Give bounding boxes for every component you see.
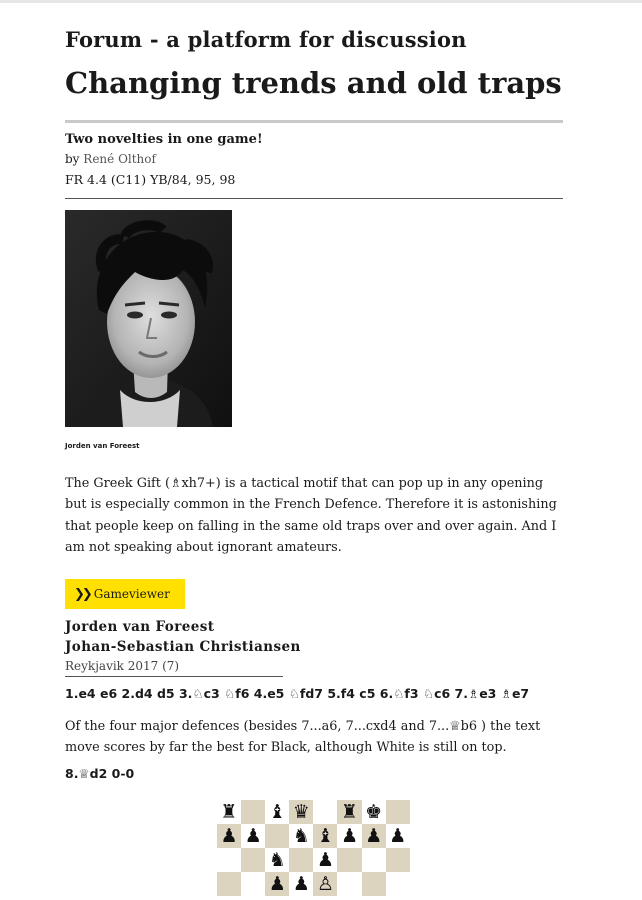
board-piece-square: ♝	[265, 800, 289, 824]
board-square	[313, 800, 337, 824]
board-piece-square: ♞	[265, 848, 289, 872]
move-line-2[interactable]: 8.♕d2 0-0	[65, 766, 135, 781]
board-piece-square: ♙	[313, 872, 337, 896]
double-chevron-right-icon: ❯❯	[74, 586, 90, 602]
board-square	[386, 872, 410, 896]
board-piece-square: ♟	[265, 872, 289, 896]
article-headline: Changing trends and old traps	[65, 66, 562, 100]
event-info: Reykjavik 2017 (7)	[65, 659, 180, 673]
byline	[65, 152, 156, 166]
article-subtitle: Two novelties in one game!	[65, 132, 263, 147]
gameviewer-label: Gameviewer	[93, 587, 170, 601]
board-piece-square: ♟	[337, 824, 361, 848]
board-piece-square: ♝	[313, 824, 337, 848]
board-piece-square: ♜	[337, 800, 361, 824]
board-piece-square: ♟	[217, 824, 241, 848]
annotation-comment: Of the four major defences (besides 7...a6, 7...cxd4 and 7...♕b6 ) the text move scores by far the best for Black, although White is still on top.	[65, 719, 541, 756]
board-square	[289, 848, 313, 872]
board-square	[362, 848, 386, 872]
author-link[interactable]: René Olthof	[83, 152, 156, 166]
board-square	[386, 800, 410, 824]
photo-caption: Jorden van Foreest	[65, 442, 140, 450]
headline-divider	[65, 120, 563, 123]
byline-prefix: by	[65, 152, 84, 166]
gameviewer-button[interactable]	[65, 579, 185, 609]
board-square	[217, 872, 241, 896]
black-player-name: Johan-Sebastian Christiansen	[65, 639, 301, 655]
board-piece-square: ♟	[241, 824, 265, 848]
board-square	[337, 848, 361, 872]
board-square	[362, 872, 386, 896]
board-piece-square: ♟	[362, 824, 386, 848]
board-piece-square: ♟	[289, 872, 313, 896]
board-square	[241, 848, 265, 872]
author-photo	[65, 210, 232, 427]
board-square	[337, 872, 361, 896]
board-square	[241, 800, 265, 824]
board-piece-square: ♞	[289, 824, 313, 848]
chess-board-diagram	[217, 800, 410, 900]
opening-reference: FR 4.4 (C11) YB/84, 95, 98	[65, 172, 236, 187]
section-title: Forum - a platform for discussion	[65, 27, 467, 52]
board-piece-square: ♜	[217, 800, 241, 824]
board-square	[265, 824, 289, 848]
board-piece-square: ♟	[313, 848, 337, 872]
board-square	[386, 848, 410, 872]
board-square	[241, 872, 265, 896]
board-piece-square: ♟	[386, 824, 410, 848]
byline-divider	[65, 198, 563, 199]
top-border	[0, 0, 642, 3]
portrait-image	[65, 210, 232, 427]
board-square	[217, 848, 241, 872]
intro-paragraph: The Greek Gift (♗xh7+) is a tactical motif that can pop up in any opening but is especially common in the French Defence. Therefore it is astonishing that people keep on falling in the same old traps over and over again. And I am not speaking about ignorant amateurs.	[65, 476, 557, 555]
white-player-name: Jorden van Foreest	[65, 619, 215, 635]
board-piece-square: ♚	[362, 800, 386, 824]
board-piece-square: ♛	[289, 800, 313, 824]
game-header-divider	[65, 676, 283, 677]
move-line-1[interactable]: 1.e4 e6 2.d4 d5 3.♘c3 ♘f6 4.e5 ♘fd7 5.f4 c5 6.♘f3 ♘c6 7.♗e3 ♗e7	[65, 686, 530, 701]
